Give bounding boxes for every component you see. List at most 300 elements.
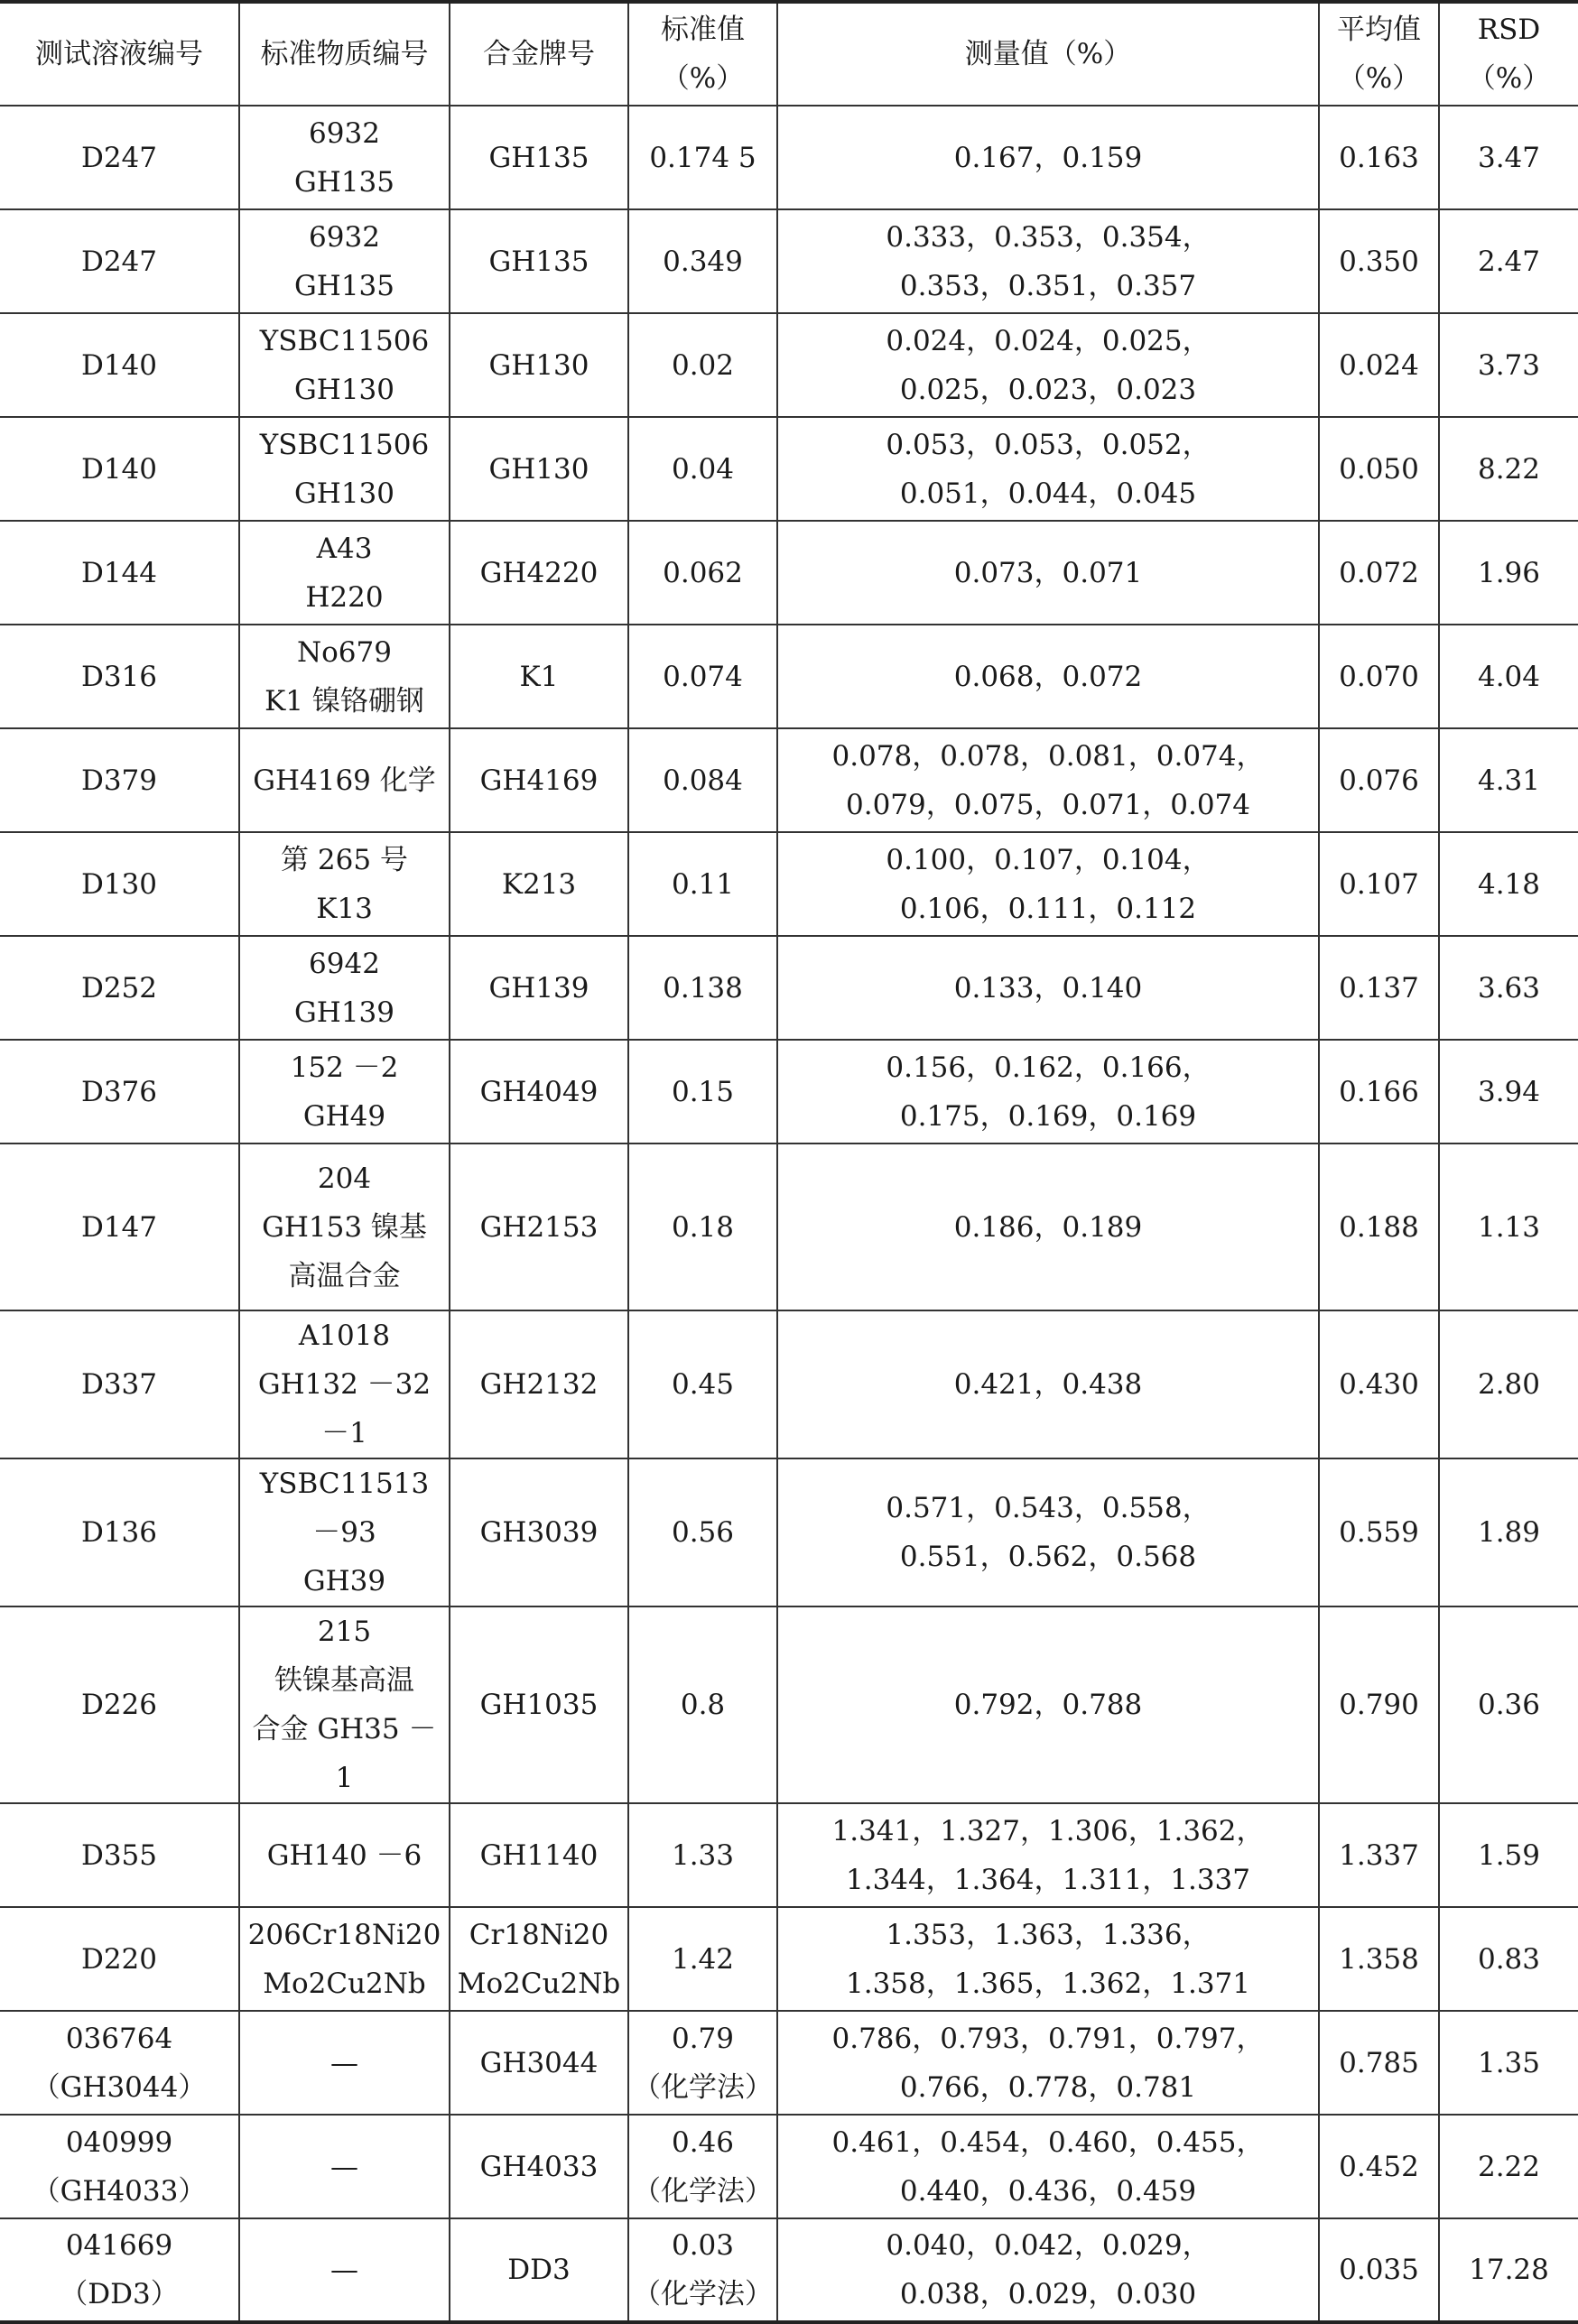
- alloy-grade-cell: [450, 417, 628, 521]
- solution-id-cell: [0, 106, 239, 209]
- alloy-grade-cell: [450, 625, 628, 728]
- measured-values-cell: [777, 1040, 1319, 1143]
- cell-text: —: [330, 2254, 358, 2286]
- cell-text: 0.766，0.778，0.781: [899, 2070, 1197, 2104]
- table-row: [0, 625, 1578, 728]
- cell-text: 2.47: [1477, 245, 1541, 278]
- mean-value-cell: [1319, 417, 1439, 521]
- cell-text: 0.186，0.189: [953, 1210, 1143, 1244]
- solution-id-cell: [0, 832, 239, 936]
- cell-text: K13: [316, 892, 373, 925]
- standard-id-cell: [239, 2115, 450, 2218]
- table-row: [0, 1143, 1578, 1310]
- cell-text: Cr18Ni20: [469, 1918, 609, 1951]
- cell-text: GH135: [488, 245, 589, 278]
- cell-text: GH130: [488, 348, 589, 382]
- cell-text: 1.341，1.327，1.306，1.362，: [831, 1814, 1265, 1847]
- solution-id-cell: [0, 209, 239, 313]
- cell-text: 0.073，0.071: [953, 556, 1143, 589]
- solution-id-cell: [0, 936, 239, 1040]
- cell-text: D130: [80, 867, 158, 901]
- measured-values-cell: [777, 936, 1319, 1040]
- cell-text: 0.025，0.023，0.023: [899, 373, 1197, 406]
- cell-text: D337: [80, 1368, 158, 1401]
- cell-text: 215: [317, 1616, 372, 1648]
- standard-id-cell: [239, 106, 450, 209]
- rsd-cell: [1439, 1803, 1578, 1907]
- standard-value-cell: [628, 1606, 777, 1803]
- cell-text: （GH3044）: [32, 2070, 207, 2104]
- standard-value-cell: [628, 2115, 777, 2218]
- rsd-cell: [1439, 832, 1578, 936]
- cell-text: 1.59: [1477, 1838, 1541, 1872]
- cell-text: 6942: [309, 947, 380, 980]
- cell-text: 0.792，0.788: [953, 1689, 1143, 1721]
- cell-text: 0.36: [1477, 1689, 1541, 1721]
- cell-text: Mo2Cu2Nb: [263, 1967, 426, 2000]
- cell-text: 4.31: [1477, 764, 1541, 797]
- standard-id-cell: [239, 209, 450, 313]
- cell-text: D147: [80, 1210, 158, 1244]
- cell-text: GH130: [294, 477, 394, 510]
- mean-value-cell: [1319, 625, 1439, 728]
- cell-text: 152 －2: [290, 1051, 399, 1084]
- cell-text: 0.785: [1339, 2046, 1419, 2079]
- header-alloy-grade: [450, 2, 628, 106]
- standard-id-cell: [239, 1803, 450, 1907]
- cell-text: GH2132: [479, 1368, 599, 1401]
- solution-id-cell: [0, 313, 239, 417]
- measured-values-cell: [777, 1907, 1319, 2011]
- standard-id-cell: [239, 625, 450, 728]
- cell-text: 0.174 5: [649, 141, 757, 174]
- header-text: 合金牌号: [483, 38, 595, 70]
- cell-text: （DD3）: [60, 2278, 179, 2310]
- cell-text: GH135: [294, 269, 394, 302]
- cell-text: 0.035: [1339, 2254, 1419, 2286]
- cell-text: 6932: [309, 220, 380, 254]
- table-row: [0, 313, 1578, 417]
- solution-id-cell: [0, 728, 239, 832]
- cell-text: 0.062: [663, 556, 743, 589]
- header-measured-values: [777, 2, 1319, 106]
- cell-text: 0.156，0.162，0.166，: [886, 1051, 1211, 1084]
- mean-value-cell: [1319, 209, 1439, 313]
- header-text: 测量值（%）: [964, 38, 1132, 70]
- cell-text: 206Cr18Ni20: [247, 1918, 441, 1951]
- cell-text: 0.070: [1339, 660, 1419, 693]
- cell-text: 0.79: [671, 2022, 735, 2055]
- cell-text: K1: [519, 660, 559, 693]
- rsd-cell: [1439, 1310, 1578, 1458]
- cell-text: 040999: [65, 2125, 173, 2159]
- solution-id-cell: [0, 1907, 239, 2011]
- measured-values-cell: [777, 625, 1319, 728]
- cell-text: —: [330, 2046, 358, 2079]
- measured-values-cell: [777, 832, 1319, 936]
- cell-text: 0.430: [1339, 1368, 1419, 1401]
- cell-text: 0.188: [1339, 1210, 1419, 1244]
- table-row: [0, 1040, 1578, 1143]
- standard-value-cell: [628, 832, 777, 936]
- standard-value-cell: [628, 1803, 777, 1907]
- cell-text: 0.106，0.111，0.112: [899, 892, 1197, 925]
- standard-value-cell: [628, 521, 777, 625]
- cell-text: 0.079，0.075，0.071，0.074: [846, 788, 1250, 821]
- cell-text: （化学法）: [633, 2174, 773, 2208]
- cell-text: 0.421，0.438: [953, 1368, 1143, 1401]
- cell-text: GH139: [488, 971, 589, 1005]
- measured-values-cell: [777, 2115, 1319, 2218]
- measured-values-cell: [777, 1458, 1319, 1606]
- standard-value-cell: [628, 313, 777, 417]
- solution-id-cell: [0, 625, 239, 728]
- rsd-cell: [1439, 2115, 1578, 2218]
- cell-text: GH4049: [479, 1075, 599, 1108]
- table-row: [0, 1907, 1578, 2011]
- cell-text: 0.571，0.543，0.558，: [886, 1492, 1211, 1524]
- cell-text: GH49: [302, 1099, 386, 1133]
- mean-value-cell: [1319, 2115, 1439, 2218]
- cell-text: DD3: [507, 2254, 571, 2286]
- rsd-cell: [1439, 1606, 1578, 1803]
- cell-text: 1.42: [671, 1942, 735, 1976]
- standard-id-cell: [239, 1606, 450, 1803]
- table-row: [0, 1310, 1578, 1458]
- alloy-grade-cell: [450, 2218, 628, 2322]
- mean-value-cell: [1319, 832, 1439, 936]
- alloy-grade-cell: [450, 728, 628, 832]
- alloy-grade-cell: [450, 1907, 628, 2011]
- alloy-grade-cell: [450, 209, 628, 313]
- cell-text: GH4169 化学: [253, 764, 436, 797]
- cell-text: GH139: [294, 995, 394, 1029]
- cell-text: 0.076: [1339, 764, 1419, 797]
- cell-text: Mo2Cu2Nb: [457, 1967, 621, 2000]
- standard-id-cell: [239, 313, 450, 417]
- cell-text: 041669: [65, 2229, 173, 2262]
- header-text: 标准物质编号: [260, 38, 429, 70]
- cell-text: GH130: [294, 373, 394, 406]
- rsd-cell: [1439, 936, 1578, 1040]
- cell-text: 1.344，1.364，1.311，1.337: [846, 1863, 1250, 1896]
- alloy-grade-cell: [450, 106, 628, 209]
- cell-text: A1018: [298, 1319, 391, 1352]
- table-body: [0, 106, 1578, 2322]
- cell-text: 0.18: [671, 1210, 735, 1244]
- cell-text: 0.038，0.029，0.030: [899, 2278, 1197, 2310]
- cell-text: 204: [317, 1162, 372, 1195]
- cell-text: 1.96: [1477, 556, 1541, 589]
- cell-text: 0.078，0.078，0.081，0.074，: [831, 739, 1265, 773]
- cell-text: 0.45: [671, 1368, 735, 1401]
- standard-id-cell: [239, 936, 450, 1040]
- solution-id-cell: [0, 1803, 239, 1907]
- cell-text: 0.790: [1339, 1689, 1419, 1721]
- cell-text: 0.024: [1339, 348, 1419, 382]
- cell-text: D140: [80, 348, 158, 382]
- cell-text: 6932: [309, 116, 380, 150]
- rsd-cell: [1439, 1040, 1578, 1143]
- cell-text: 0.15: [671, 1075, 735, 1108]
- alloy-grade-cell: [450, 521, 628, 625]
- cell-text: 0.461，0.454，0.460，0.455，: [831, 2125, 1265, 2159]
- header-mean-value: [1319, 2, 1439, 106]
- cell-text: 0.440，0.436，0.459: [899, 2174, 1197, 2208]
- alloy-grade-cell: [450, 2011, 628, 2115]
- cell-text: 0.050: [1339, 452, 1419, 486]
- cell-text: 0.349: [663, 245, 743, 278]
- cell-text: GH4169: [479, 764, 599, 797]
- measured-values-cell: [777, 106, 1319, 209]
- alloy-grade-cell: [450, 1040, 628, 1143]
- cell-text: 0.166: [1339, 1075, 1419, 1108]
- alloy-grade-cell: [450, 1458, 628, 1606]
- cell-text: 3.73: [1477, 348, 1541, 382]
- cell-text: 0.551，0.562，0.568: [899, 1541, 1197, 1573]
- alloy-grade-cell: [450, 936, 628, 1040]
- rsd-cell: [1439, 417, 1578, 521]
- cell-text: 3.63: [1477, 971, 1541, 1005]
- cell-text: GH1140: [479, 1838, 599, 1872]
- table-row: [0, 1458, 1578, 1606]
- cell-text: 0.072: [1339, 556, 1419, 589]
- cell-text: 1.89: [1477, 1516, 1541, 1549]
- standard-value-cell: [628, 1907, 777, 2011]
- table-header: [0, 2, 1578, 106]
- mean-value-cell: [1319, 1143, 1439, 1310]
- rsd-cell: [1439, 2011, 1578, 2115]
- alloy-grade-cell: [450, 313, 628, 417]
- standard-id-cell: [239, 2011, 450, 2115]
- mean-value-cell: [1319, 521, 1439, 625]
- cell-text: 0.11: [671, 867, 735, 901]
- standard-value-cell: [628, 1040, 777, 1143]
- header-text: 测试溶液编号: [35, 38, 203, 70]
- cell-text: YSBC11506: [259, 324, 430, 357]
- table-row: [0, 832, 1578, 936]
- cell-text: GH3039: [479, 1516, 599, 1549]
- cell-text: 0.163: [1339, 141, 1419, 174]
- table-row: [0, 1606, 1578, 1803]
- standard-value-cell: [628, 417, 777, 521]
- cell-text: 0.04: [671, 452, 735, 486]
- standard-id-cell: [239, 521, 450, 625]
- standard-id-cell: [239, 1310, 450, 1458]
- table-row: [0, 106, 1578, 209]
- standard-value-cell: [628, 2218, 777, 2322]
- cell-text: 0.46: [671, 2125, 735, 2159]
- cell-text: GH4220: [479, 556, 599, 589]
- cell-text: D226: [80, 1689, 158, 1721]
- standard-id-cell: [239, 1040, 450, 1143]
- cell-text: 2.80: [1477, 1368, 1541, 1401]
- standard-value-cell: [628, 1143, 777, 1310]
- cell-text: 2.22: [1477, 2150, 1541, 2183]
- cell-text: 036764: [65, 2022, 173, 2055]
- measured-values-cell: [777, 209, 1319, 313]
- mean-value-cell: [1319, 1803, 1439, 1907]
- mean-value-cell: [1319, 106, 1439, 209]
- cell-text: H220: [305, 580, 384, 614]
- cell-text: D252: [80, 971, 158, 1005]
- standard-id-cell: [239, 728, 450, 832]
- cell-text: 0.107: [1339, 867, 1419, 901]
- standard-id-cell: [239, 1143, 450, 1310]
- cell-text: 第 265 号: [281, 843, 408, 876]
- rsd-cell: [1439, 1458, 1578, 1606]
- cell-text: D144: [80, 556, 158, 589]
- rsd-cell: [1439, 1143, 1578, 1310]
- standard-id-cell: [239, 2218, 450, 2322]
- cell-text: 3.94: [1477, 1075, 1541, 1108]
- standard-value-cell: [628, 936, 777, 1040]
- cell-text: 1.358，1.365，1.362，1.371: [846, 1967, 1250, 2000]
- standard-value-cell: [628, 1310, 777, 1458]
- table-row: [0, 417, 1578, 521]
- rsd-cell: [1439, 1907, 1578, 2011]
- cell-text: 1.35: [1477, 2046, 1541, 2079]
- cell-text: GH130: [488, 452, 589, 486]
- standard-value-cell: [628, 106, 777, 209]
- cell-text: 0.786，0.793，0.791，0.797，: [831, 2022, 1265, 2055]
- table-row: [0, 209, 1578, 313]
- cell-text: 0.175，0.169，0.169: [899, 1099, 1197, 1133]
- cell-text: 0.024，0.024，0.025，: [886, 324, 1211, 357]
- solution-id-cell: [0, 417, 239, 521]
- alloy-grade-cell: [450, 1803, 628, 1907]
- measured-values-cell: [777, 2218, 1319, 2322]
- table-row: [0, 728, 1578, 832]
- cell-text: —: [330, 2150, 358, 2183]
- cell-text: D136: [80, 1516, 158, 1549]
- cell-text: 8.22: [1477, 452, 1541, 486]
- mean-value-cell: [1319, 1606, 1439, 1803]
- cell-text: 1.13: [1477, 1210, 1541, 1244]
- cell-text: 4.04: [1477, 660, 1541, 693]
- table-row: [0, 936, 1578, 1040]
- header-text: RSD（%）: [1467, 14, 1551, 95]
- cell-text: 0.02: [671, 348, 735, 382]
- standard-value-cell: [628, 209, 777, 313]
- cell-text: 0.83: [1477, 1942, 1541, 1976]
- header-standard-id: [239, 2, 450, 106]
- cell-text: GH140 －6: [266, 1838, 422, 1872]
- standard-id-cell: [239, 1907, 450, 2011]
- cell-text: 0.559: [1339, 1516, 1419, 1549]
- cell-text: GH4033: [479, 2150, 599, 2183]
- measured-values-cell: [777, 728, 1319, 832]
- cell-text: 0.133，0.140: [953, 971, 1143, 1005]
- solution-id-cell: [0, 1310, 239, 1458]
- cell-text: 0.137: [1339, 971, 1419, 1005]
- cell-text: 0.074: [663, 660, 743, 693]
- cell-text: 0.051，0.044，0.045: [899, 477, 1197, 510]
- rsd-cell: [1439, 728, 1578, 832]
- header-text: （%）: [1337, 62, 1421, 95]
- cell-text: 1.358: [1339, 1942, 1419, 1976]
- cell-text: 0.353，0.351，0.357: [899, 269, 1197, 302]
- measured-values-cell: [777, 2011, 1319, 2115]
- solution-id-cell: [0, 1040, 239, 1143]
- mean-value-cell: [1319, 313, 1439, 417]
- mean-value-cell: [1319, 1040, 1439, 1143]
- header-row: [0, 2, 1578, 106]
- cell-text: D247: [80, 245, 158, 278]
- solution-id-cell: [0, 1143, 239, 1310]
- header-text: （%）: [661, 62, 745, 95]
- cell-text: A43: [316, 532, 373, 565]
- cell-text: 0.8: [680, 1689, 726, 1721]
- measured-values-cell: [777, 313, 1319, 417]
- cell-text: GH135: [294, 165, 394, 199]
- alloy-grade-cell: [450, 1310, 628, 1458]
- alloy-grade-cell: [450, 2115, 628, 2218]
- rsd-cell: [1439, 625, 1578, 728]
- mean-value-cell: [1319, 1458, 1439, 1606]
- measured-values-cell: [777, 1310, 1319, 1458]
- cell-text: 1.33: [671, 1838, 735, 1872]
- measured-values-cell: [777, 1606, 1319, 1803]
- solution-id-cell: [0, 2011, 239, 2115]
- table-row: [0, 2011, 1578, 2115]
- table-row: [0, 2218, 1578, 2322]
- rsd-cell: [1439, 209, 1578, 313]
- rsd-cell: [1439, 313, 1578, 417]
- alloy-grade-cell: [450, 1606, 628, 1803]
- standard-value-cell: [628, 2011, 777, 2115]
- solution-id-cell: [0, 1606, 239, 1803]
- standard-id-cell: [239, 832, 450, 936]
- rsd-cell: [1439, 2218, 1578, 2322]
- standard-value-cell: [628, 625, 777, 728]
- alloy-grade-cell: [450, 1143, 628, 1310]
- cell-text: GH153 镍基: [262, 1210, 427, 1244]
- measured-values-cell: [777, 521, 1319, 625]
- header-rsd: [1439, 2, 1578, 106]
- cell-text: 0.053，0.053，0.052，: [886, 428, 1211, 461]
- cell-text: YSBC11513 －93: [259, 1468, 430, 1549]
- cell-text: 0.350: [1339, 245, 1419, 278]
- header-text: 标准值: [661, 14, 745, 46]
- measured-values-cell: [777, 417, 1319, 521]
- cell-text: 0.084: [663, 764, 743, 797]
- header-standard-value: [628, 2, 777, 106]
- header-solution-id: [0, 2, 239, 106]
- table-row: [0, 1803, 1578, 1907]
- table-row: [0, 2115, 1578, 2218]
- cell-text: 3.47: [1477, 141, 1541, 174]
- cell-text: No679: [297, 635, 392, 669]
- cell-text: 1.337: [1339, 1838, 1419, 1872]
- solution-id-cell: [0, 2218, 239, 2322]
- cell-text: D379: [80, 764, 158, 797]
- cell-text: 0.138: [663, 971, 743, 1005]
- mean-value-cell: [1319, 1310, 1439, 1458]
- cell-text: D355: [80, 1838, 158, 1872]
- cell-text: （GH4033）: [32, 2174, 207, 2208]
- cell-text: 0.333，0.353，0.354，: [886, 220, 1211, 254]
- alloy-grade-cell: [450, 832, 628, 936]
- cell-text: 0.100，0.107，0.104，: [886, 843, 1211, 876]
- mean-value-cell: [1319, 728, 1439, 832]
- cell-text: GH39: [302, 1565, 386, 1597]
- cell-text: 0.068，0.072: [953, 660, 1143, 693]
- cell-text: 1.353，1.363，1.336，: [886, 1918, 1211, 1951]
- cell-text: 合金 GH35 －1: [252, 1713, 437, 1794]
- rsd-cell: [1439, 521, 1578, 625]
- cell-text: YSBC11506: [259, 428, 430, 461]
